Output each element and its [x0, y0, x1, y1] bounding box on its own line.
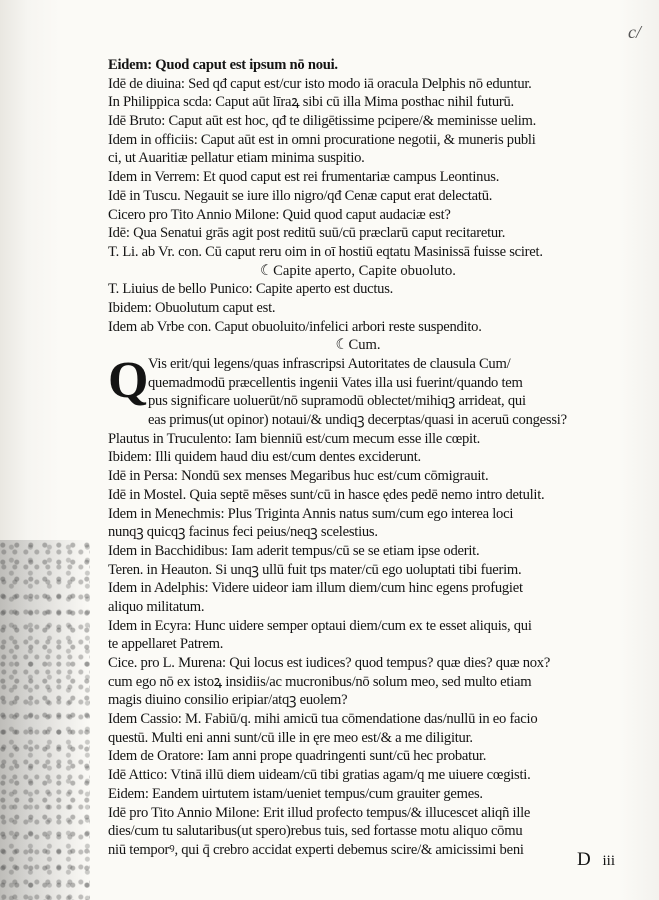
signature-mark: D [577, 849, 591, 870]
text-line: Eidem: Eandem uirtutem istam/ueniet tempus/cum grauiter gemes. [108, 785, 483, 802]
text-line: Idem in Menechmis: Plus Triginta Annis natus sum/cum ego interea loci [108, 505, 514, 522]
text-line: Idē de diuina: Sed qđ caput est/cur isto modo iā oracula Delphis nō eduntur. [108, 75, 532, 92]
text-line: pus significare uoluerūt/nō supramodū oblectet/mihiqꝫ arrideat, qui [148, 393, 526, 410]
text-line: Idē Attico: Vtinā illū diem uideam/cū tibi gratias agam/q me uiuere cœgisti. [108, 767, 531, 784]
scan-gutter-shadow [0, 540, 90, 900]
heading-capite [108, 262, 608, 281]
text-line: Idem in Ecyra: Hunc uidere semper optaui diem/cum ex te esset aliquis, qui [108, 617, 532, 634]
text-line: questū. Multi eni anni sunt/cū ille in ęre meo est/& a me diligitur. [108, 729, 473, 746]
text-line: Ibidem: Illi quidem haud diu est/cum dentes exciderunt. [108, 449, 421, 466]
text-line: nunqꝫ quicqꝫ facinus feci peius/neqꝫ scelestius. [108, 524, 378, 541]
entries-caput [108, 56, 608, 262]
text-line: aliquo militatum. [108, 598, 205, 615]
entries-capite [108, 280, 608, 336]
text-line: T. Liuius de bello Punico: Capite aperto est ductus. [108, 281, 394, 298]
cum-intro [108, 352, 608, 430]
text-line: cum ego nō ex istoꝝ insidiis/ac mucronibus/nō solum meo, sed multo etiam [108, 673, 532, 690]
text-line: te appellaret Patrem. [108, 636, 224, 653]
text-line: Ibidem: Obuolutum caput est. [108, 299, 276, 316]
text-line: Idem ab Vrbe con. Caput obuoluito/infelici arbori reste suspendito. [108, 318, 482, 335]
text-line: Idem in Verrem: Et quod caput est rei frumentariæ campus Leontinus. [108, 169, 500, 186]
text-line: dies/cum tu salutaribus(ut spero)rebus tuis, sed fortasse motu aliquo cōmu [108, 823, 523, 840]
text-line: Idē in Mostel. Quia septē mēses sunt/cū in hasce ędes pedē nemo intro detulit. [108, 486, 545, 503]
paragraph-mark-icon: ☾ [335, 337, 349, 354]
text-line: niū temporꝰ, qui q̄ crebro accidat experti debemus scire/& amicissimi beni [108, 841, 524, 858]
drop-capital: Q [108, 352, 149, 409]
page-number: iii [602, 853, 615, 869]
text-line: Idem in officiis: Caput aūt est in omni procuratione negotii, & muneris publi [108, 131, 536, 148]
text-line: Cicero pro Tito Annio Milone: Quid quod caput audaciæ est? [108, 206, 451, 223]
text-line: ci, ut Auaritiæ pellatur etiam minima suspitio. [108, 150, 365, 167]
text-line: Idem de Oratore: Iam anni prope quadringenti sunt/cū hec probatur. [108, 748, 487, 765]
paragraph-mark-icon: ☾ [260, 262, 274, 279]
text-line: Plautus in Truculento: Iam bienniū est/cum mecum esse ille cœpit. [108, 430, 481, 447]
heading-cum [108, 336, 608, 355]
text-line: Idem in Bacchidibus: Iam aderit tempus/cū se se etiam ipse oderit. [108, 542, 480, 559]
text-line: eas primus(ut opinor) notaui/& undiqꝫ decerptas/quasi in aceruū congessi? [148, 412, 567, 429]
text-line: magis diuino consilio eripiar/atqꝫ euolem? [108, 692, 348, 709]
text-line: T. Li. ab Vr. con. Cū caput reru oim in oī hostiū eqtatu Masinissā fuisse sciret. [108, 243, 543, 260]
text-line: Teren. in Heauton. Si unqꝫ ullū fuit tps mater/cū ego uoluptati tibi fuerim. [108, 561, 522, 578]
text-line: Idē in Persa: Nondū sex menses Megaribus huc est/cum cōmigrauit. [108, 468, 489, 485]
heading-cum-text: Cum. [348, 337, 381, 354]
text-line: Idem Cassio: M. Fabiū/q. mihi amicū tua cōmendatione das/nullū in eo facio [108, 711, 538, 728]
text-block [108, 56, 608, 860]
text-line: Idē Bruto: Caput aūt est hoc, qđ te diligētissime pcipere/& meminisse uelim. [108, 113, 537, 130]
text-line: Eidem: Quod caput est ipsum nō noui. [108, 57, 338, 73]
text-line: quemadmodū præcellentis ingenii Vates illa usi fuerint/quando tem [148, 374, 523, 391]
entries-cum [108, 430, 608, 860]
text-line: Vis erit/qui legens/quas infrascripsi Autoritates de clausula Cum/ [148, 356, 511, 372]
page-footer [577, 849, 615, 871]
text-line: Idē pro Tito Annio Milone: Erit illud profecto tempus/& illucescet aliqñ ille [108, 804, 531, 821]
text-line: Idem in Adelphis: Videre uideor iam illum diem/cum hinc egens profugiet [108, 580, 523, 597]
text-line: Cice. pro L. Murena: Qui locus est iudices? quod tempus? quæ dies? quæ nox? [108, 655, 551, 671]
text-line: Idē in Tuscu. Negauit se iure illo nigro/qđ Cenæ caput erat delectatū. [108, 187, 493, 204]
text-line: Idē: Qua Senatui grās agit post reditū suū/cū præclarū caput recitaretur. [108, 225, 506, 242]
text-line: In Philippica scda: Caput aūt līraꝝ sibi cū illa Mima posthac nihil futurū. [108, 94, 514, 111]
cum-intro-lines [108, 352, 608, 430]
corner-mark: c/ [628, 22, 641, 42]
heading-capite-text: Capite aperto, Capite obuoluto. [273, 262, 456, 279]
